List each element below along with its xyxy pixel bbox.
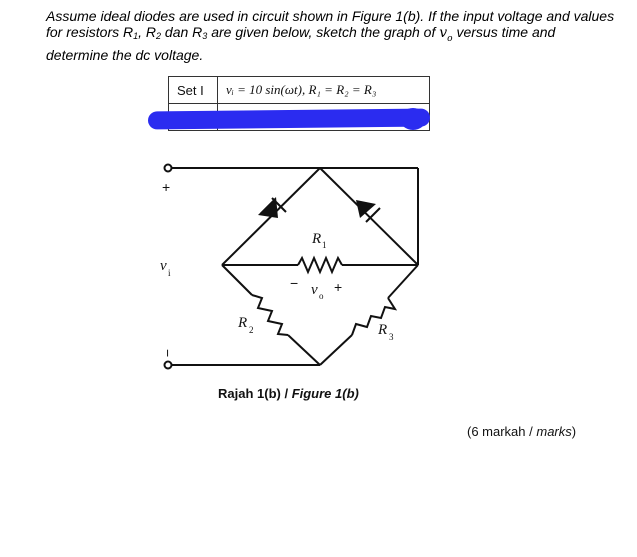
r1-label-subscript: 1	[322, 240, 327, 250]
vo-minus-sign: −	[290, 275, 299, 291]
marks-italic: marks	[536, 424, 572, 439]
left-lower-wire-b	[288, 335, 320, 365]
figure-caption	[218, 386, 359, 401]
right-lower-wire-b	[388, 265, 418, 298]
question-part3: dan R	[161, 24, 203, 40]
set-formula: vᵢ = 10 sin(ωt), R₁ = R₂ = R₃	[218, 77, 430, 104]
r2-resistor	[252, 295, 288, 335]
diode-1-icon	[258, 197, 286, 218]
right-upper-branch	[320, 168, 418, 265]
marks-prefix: (6 markah /	[467, 424, 537, 439]
r3-subscript: 3	[202, 31, 208, 41]
r1-label: R	[312, 231, 322, 247]
vi-label: v	[160, 258, 167, 274]
vo-symbol: $v_o$	[439, 25, 453, 44]
r2-label-subscript: 2	[249, 325, 254, 335]
vo-subscript: o	[319, 291, 324, 301]
bottom-terminal	[165, 362, 172, 369]
caption-malay: Rajah 1(b) /	[218, 386, 292, 401]
marks-allocation	[467, 424, 576, 439]
question-part5: versus time and determine the dc voltage.	[46, 24, 556, 63]
vo-plus-sign: +	[334, 279, 343, 295]
left-lower-wire-a	[222, 265, 252, 295]
caption-english: Figure 1(b)	[291, 386, 359, 401]
r2-subscript: 2	[156, 31, 162, 41]
diode-2-icon	[356, 200, 380, 222]
r1-resistor	[298, 258, 342, 272]
question-part4: are given below, sketch the graph of	[207, 24, 440, 40]
r3-label: R	[378, 322, 388, 338]
r2-label: R	[238, 315, 248, 331]
plus-sign: +	[162, 179, 171, 195]
r1-subscript: 1	[133, 31, 139, 41]
marks-suffix: )	[571, 424, 577, 439]
minus-sign: −	[160, 349, 176, 358]
right-lower-wire-a	[320, 335, 352, 365]
r3-label-subscript: 3	[389, 332, 394, 342]
vo-label: v	[311, 282, 318, 298]
question-part2: , R	[138, 24, 157, 40]
question-part1: Assume ideal diodes are used in circuit shown in Figure 1(b). If the input voltage and values for resistors R	[46, 8, 615, 40]
r3-resistor	[352, 298, 395, 335]
set-label: Set I	[169, 77, 218, 104]
vi-subscript: i	[168, 268, 171, 278]
top-terminal	[165, 165, 172, 172]
